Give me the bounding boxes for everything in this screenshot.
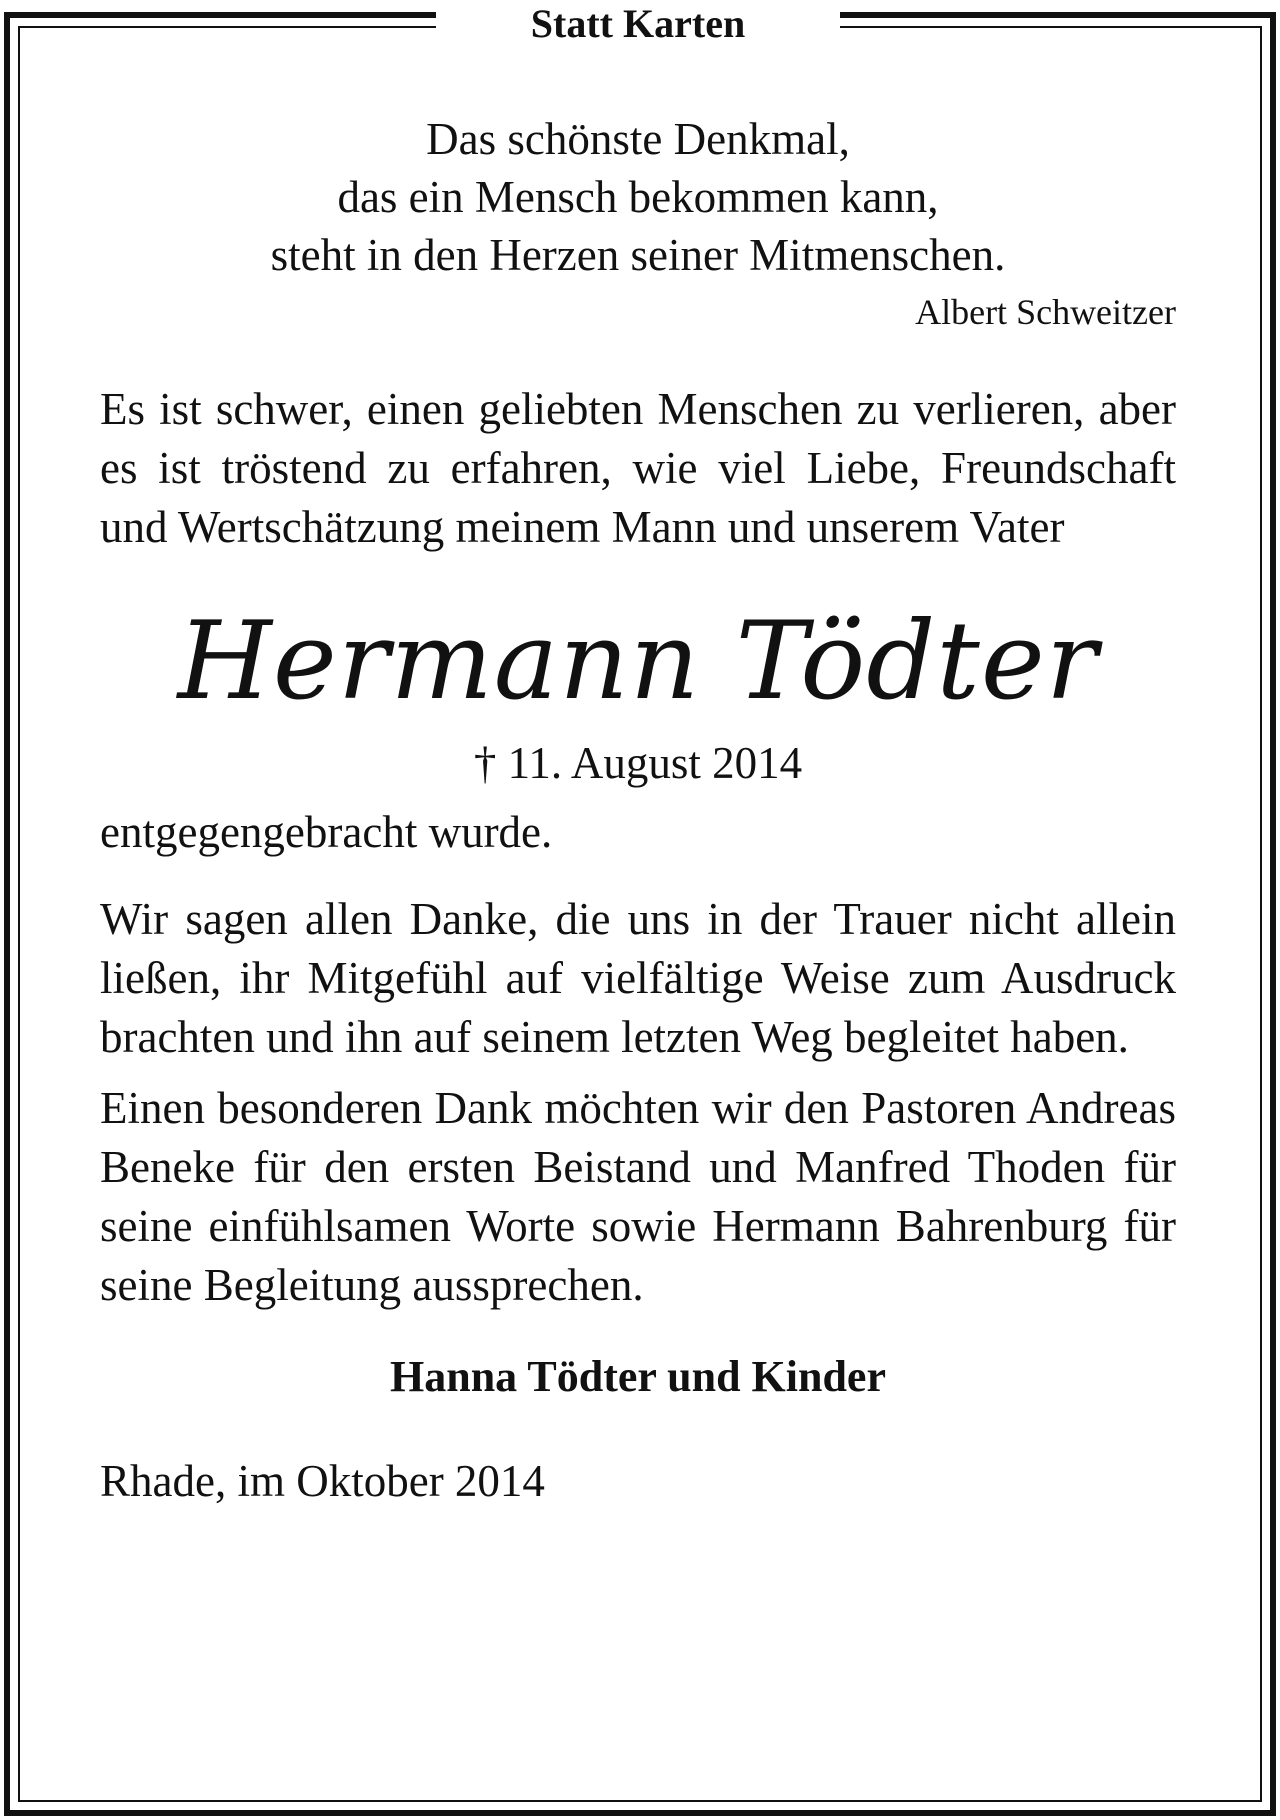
quote-line: steht in den Herzen seiner Mitmenschen. [270, 230, 1006, 280]
deceased-name: Hermann Tödter [177, 599, 1099, 724]
place-date: Rhade, im Oktober 2014 [100, 1456, 545, 1506]
quote-author: Albert Schweitzer [915, 292, 1176, 332]
header-label: Statt Karten [530, 1, 746, 46]
quote-line: Das schönste Denkmal, [426, 114, 850, 164]
paragraph-intro: Es ist schwer, einen geliebten Menschen zu verlieren, aber es ist tröstend zu erfahren, wie viel Liebe, Freundschaft und Wertschätzung meinem Mann und unserem Vater [100, 384, 1176, 552]
paragraph-intro-end: entgegengebracht wurde. [100, 807, 553, 857]
paragraph-thanks: Wir sagen allen Danke, die uns in der Trauer nicht allein ließen, ihr Mitgefühl auf vielfältige Weise zum Ausdruck brachten und ihn auf seinem letzten Weg begleitet haben. [100, 894, 1176, 1062]
death-date: † 11. August 2014 [473, 738, 803, 788]
paragraph-special-thanks: Einen besonderen Dank möchten wir den Pastoren Andreas Beneke für den ersten Beistand und Manfred Thoden für seine einfühlsamen Worte sowie Hermann Bahrenburg für seine Begleitung aussprechen. [100, 1083, 1176, 1310]
quote-block [100, 110, 1176, 284]
signature: Hanna Tödter und Kinder [390, 1352, 886, 1401]
quote-line: das ein Mensch bekommen kann, [337, 172, 939, 222]
notice-content [100, 110, 1176, 1509]
